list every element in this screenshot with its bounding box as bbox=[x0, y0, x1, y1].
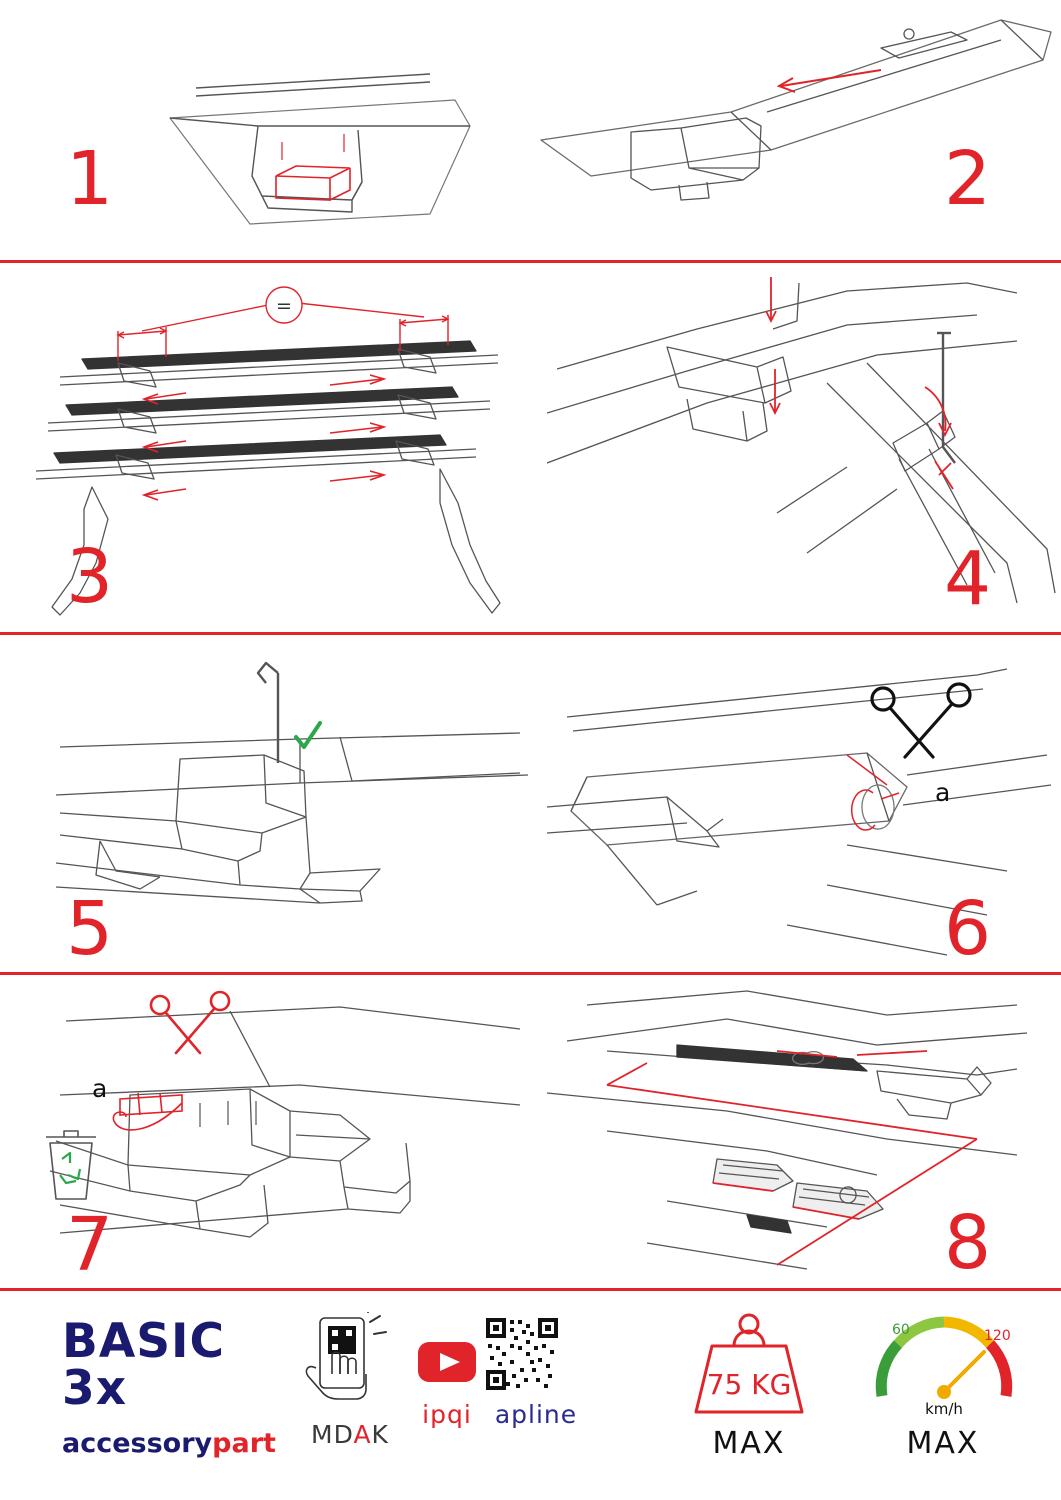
logo-apline bbox=[476, 1316, 596, 1429]
logo-youtube-caption: ipqi bbox=[422, 1400, 472, 1429]
equal-symbol: = bbox=[276, 295, 292, 317]
speed-unit: km/h bbox=[925, 1400, 963, 1418]
speed-tick-120: 120 bbox=[984, 1328, 1011, 1344]
step-5-number: 5 bbox=[66, 886, 114, 972]
step-4-number: 4 bbox=[944, 536, 992, 622]
brand-accessory-text: accessory bbox=[62, 1428, 213, 1459]
apline-line: line bbox=[528, 1400, 578, 1429]
footer bbox=[0, 1290, 1061, 1500]
speed-tick-60: 60 bbox=[892, 1322, 910, 1338]
brand-accessorypart bbox=[62, 1430, 302, 1457]
mdak-a: A bbox=[353, 1420, 372, 1449]
step-3-number: 3 bbox=[66, 534, 114, 620]
logo-mdak-caption bbox=[292, 1420, 408, 1449]
callout-a-step7: a bbox=[92, 1074, 108, 1103]
max-load-label: MAX bbox=[712, 1426, 786, 1461]
step-1-number: 1 bbox=[66, 136, 114, 222]
max-load-value: 75 KG bbox=[706, 1368, 792, 1401]
brand-basic-line bbox=[62, 1314, 302, 1416]
callout-a-step6: a bbox=[935, 778, 951, 807]
logo-mdak bbox=[292, 1312, 408, 1449]
logo-apline-caption bbox=[476, 1400, 596, 1429]
brand-basic-text: BASIC bbox=[62, 1314, 226, 1369]
max-speed-label: MAX bbox=[906, 1426, 980, 1461]
mdak-md: MD bbox=[311, 1420, 354, 1449]
apline-ap: ap bbox=[494, 1400, 529, 1429]
max-load bbox=[664, 1302, 834, 1461]
max-speed bbox=[858, 1300, 1028, 1461]
brand-quantity: 3x bbox=[62, 1361, 128, 1416]
brand-block bbox=[62, 1314, 302, 1459]
step-2-number: 2 bbox=[944, 136, 992, 222]
step-7-number: 7 bbox=[66, 1202, 114, 1288]
step-6-number: 6 bbox=[944, 886, 992, 972]
mdak-k: K bbox=[371, 1420, 389, 1449]
brand-part-text: part bbox=[212, 1428, 276, 1459]
step-8-number: 8 bbox=[944, 1200, 992, 1286]
